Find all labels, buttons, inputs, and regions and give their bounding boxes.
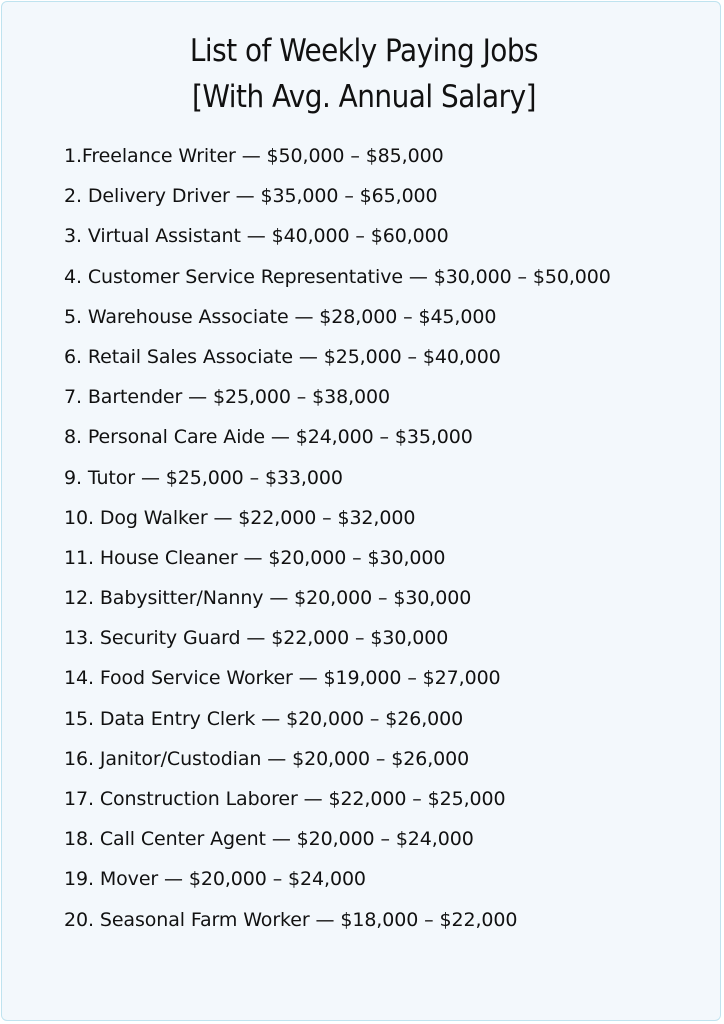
list-item: 11. House Cleaner — $20,000 – $30,000 <box>64 546 446 569</box>
list-item: 8. Personal Care Aide — $24,000 – $35,000 <box>64 426 473 449</box>
title-line-2: [With Avg. Annual Salary] <box>192 79 536 115</box>
list-item: 14. Food Service Worker — $19,000 – $27,000 <box>64 667 501 690</box>
list-item: 17. Construction Laborer — $22,000 – $25,000 <box>64 788 506 810</box>
document-card <box>1 1 721 1021</box>
list-item: 15. Data Entry Clerk — $20,000 – $26,000 <box>64 707 464 730</box>
list-item: 7. Bartender — $25,000 – $38,000 <box>64 386 390 409</box>
list-item: 13. Security Guard — $22,000 – $30,000 <box>64 627 449 650</box>
list-item: 12. Babysitter/Nanny — $20,000 – $30,000 <box>64 587 472 610</box>
list-item: 5. Warehouse Associate — $28,000 – $45,000 <box>64 305 497 328</box>
list-item: 6. Retail Sales Associate — $25,000 – $40,000 <box>64 345 501 368</box>
page-title <box>2 28 724 120</box>
job-list <box>64 136 611 940</box>
list-item: 16. Janitor/Custodian — $20,000 – $26,000 <box>64 747 470 770</box>
list-item: 4. Customer Service Representative — $30,000 – $50,000 <box>64 265 611 288</box>
list-item: 20. Seasonal Farm Worker — $18,000 – $22,000 <box>64 908 518 931</box>
list-item: 10. Dog Walker — $22,000 – $32,000 <box>64 506 416 529</box>
list-item: 18. Call Center Agent — $20,000 – $24,000 <box>64 828 474 851</box>
title-line-1: List of Weekly Paying Jobs <box>189 33 539 69</box>
list-item: 9. Tutor — $25,000 – $33,000 <box>64 466 343 489</box>
list-item: 3. Virtual Assistant — $40,000 – $60,000 <box>64 225 449 248</box>
list-item: 19. Mover — $20,000 – $24,000 <box>64 868 366 891</box>
list-item: 1.Freelance Writer — $50,000 – $85,000 <box>64 145 444 167</box>
list-item: 2. Delivery Driver — $35,000 – $65,000 <box>64 185 438 208</box>
